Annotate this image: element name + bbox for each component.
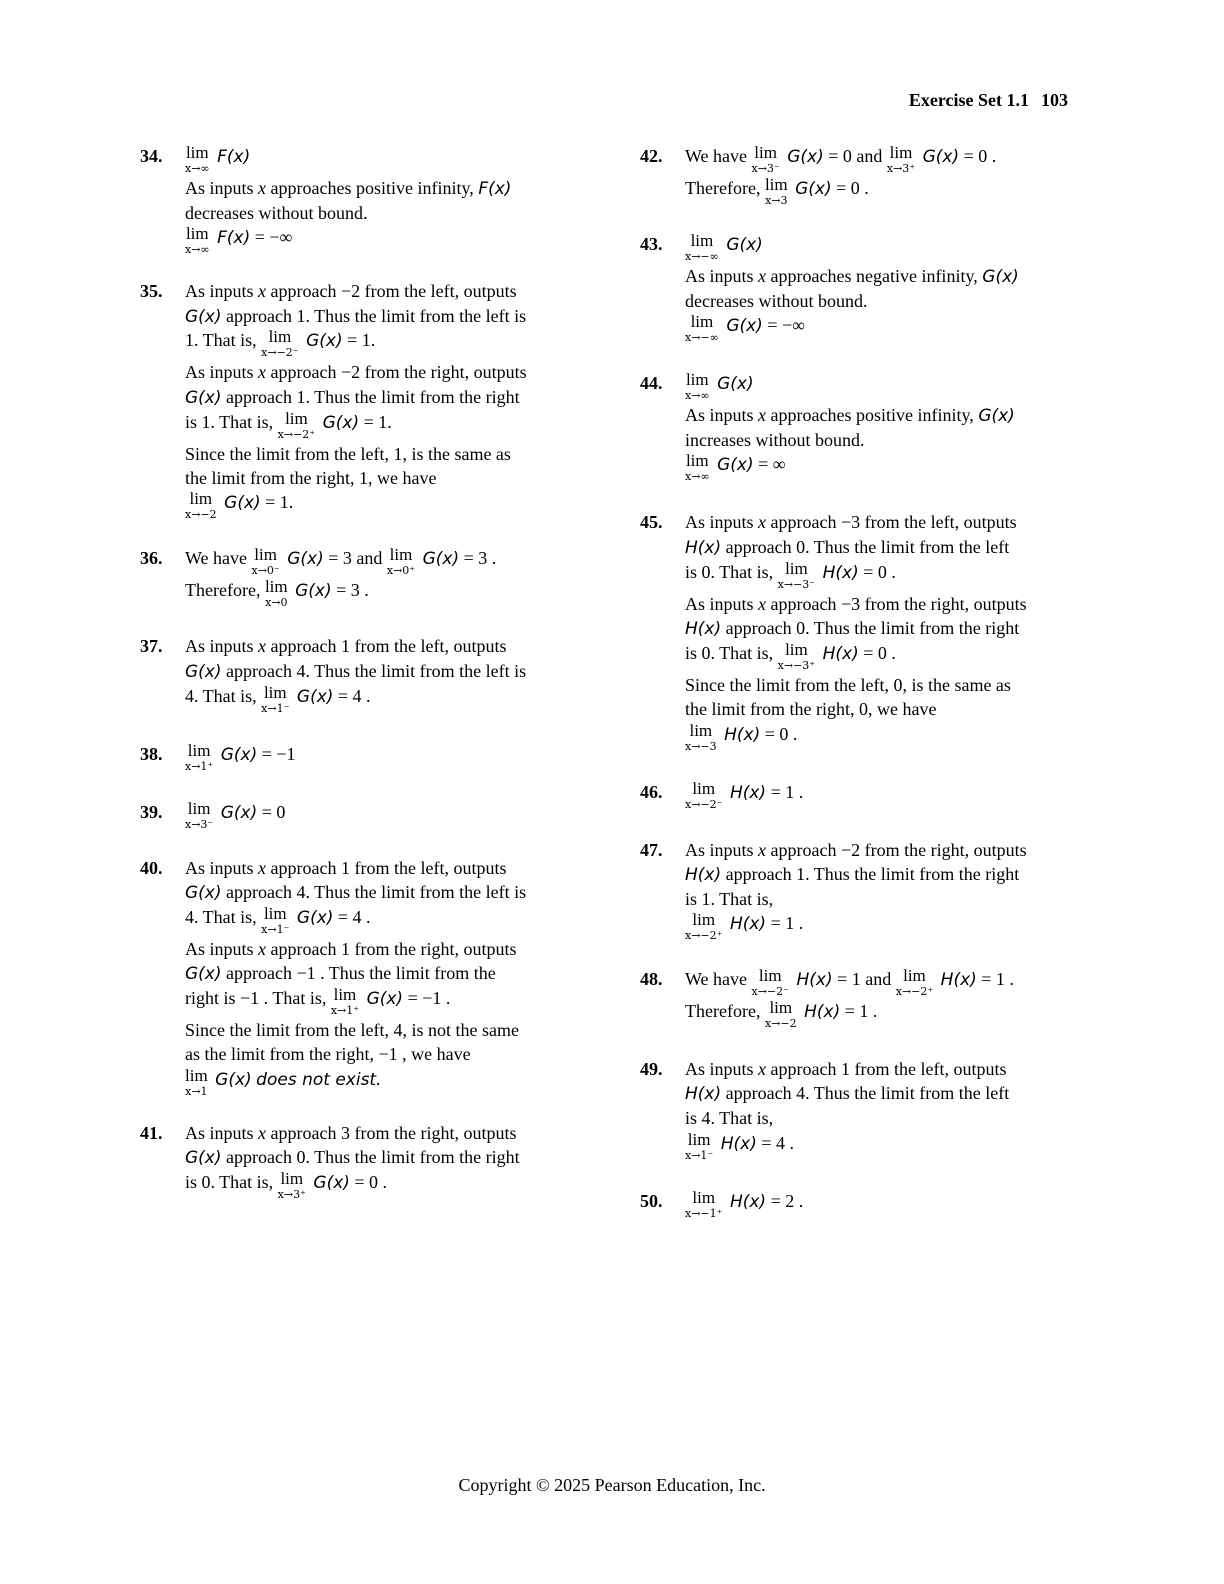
- solution-line: G(x) approach 4. Thus the limit from the left is: [185, 660, 527, 682]
- function-expression: G(x): [795, 179, 832, 199]
- exercise-37: [140, 634, 580, 715]
- solution-line: is 0. That is, lim x→3⁺ G(x) = 0 .: [185, 1168, 388, 1201]
- function-expression: G(x): [185, 387, 222, 408]
- solution-line: H(x) approach 0. Thus the limit from the left: [685, 536, 1010, 558]
- function-expression: G(x): [215, 1069, 252, 1090]
- solution-line: As inputs x approach −3 from the right, outputs: [685, 593, 1027, 614]
- solution-line: As inputs x approach 1 from the left, outputs: [185, 857, 507, 878]
- function-expression: G(x): [296, 907, 334, 928]
- solution-line: lim x→1⁺ G(x) = −1: [185, 740, 296, 773]
- solution-line: lim x→−2⁺ H(x) = 1 .: [685, 910, 804, 943]
- limit-operator: lim x→−3⁺: [777, 639, 816, 672]
- limit-operator: lim x→−1⁺: [685, 1187, 723, 1220]
- solution-line: As inputs x approaches positive infinity, G(x): [685, 405, 1015, 427]
- solution-line: lim x→∞ G(x) = ∞: [685, 451, 786, 484]
- running-head: [909, 90, 1068, 111]
- solution-line: 4. That is, lim x→1⁻ G(x) = 4 .: [185, 682, 371, 715]
- solution-line: H(x) approach 4. Thus the limit from the left: [685, 1083, 1010, 1105]
- limit-operator: lim x→∞: [185, 224, 210, 257]
- solution-line: Therefore, lim x→−2 H(x) = 1 .: [685, 998, 878, 1031]
- exercise-46: [640, 780, 1080, 812]
- exercise-number: 40.: [140, 857, 163, 878]
- exercise-44: [640, 371, 1080, 484]
- solution-line: is 4. That is,: [685, 1108, 774, 1129]
- exercise-number: 49.: [640, 1059, 663, 1080]
- solution-line: lim x→∞ F(x) = −∞: [185, 224, 293, 257]
- solution-line: is 0. That is, lim x→−3⁺ H(x) = 0 .: [685, 639, 896, 672]
- limit-operator: lim x→−2⁻: [685, 778, 723, 811]
- solution-line: [685, 371, 1080, 403]
- exercise-number: 41.: [140, 1122, 163, 1143]
- limit-operator: lim x→−3⁻: [777, 558, 816, 591]
- exercise-47: [640, 838, 1080, 944]
- copyright-footer: Copyright © 2025 Pearson Education, Inc.: [458, 1475, 766, 1495]
- solution-line: G(x) approach 4. Thus the limit from the left is: [185, 881, 527, 903]
- function-expression: G(x): [717, 374, 754, 395]
- limit-operator: lim x→∞: [685, 451, 710, 484]
- exercise-number: 37.: [140, 636, 163, 657]
- exercise-number: 36.: [140, 548, 163, 569]
- solution-line: We have lim x→3⁻ G(x) = 0 and lim x→3⁺ G(x) = 0 .: [685, 143, 997, 175]
- solution-line: is 1. That is, lim x→−2⁺ G(x) = 1.: [185, 408, 392, 441]
- limit-operator: lim x→−2⁺: [277, 408, 316, 441]
- solution-line: lim x→−1⁺ H(x) = 2 .: [685, 1187, 804, 1220]
- solution-line: [185, 144, 580, 176]
- page-number: 103: [1041, 90, 1068, 110]
- solution-line: Therefore, lim x→3 G(x) = 0 .: [685, 175, 869, 207]
- function-expression: G(x): [185, 964, 222, 985]
- limit-operator: lim x→3: [764, 175, 788, 207]
- function-expression: H(x): [822, 562, 859, 583]
- function-expression: G(x): [922, 147, 960, 167]
- limit-operator: lim x→−2: [185, 489, 217, 522]
- limit-operator: lim x→−2: [764, 998, 797, 1031]
- exercise-38: [140, 742, 580, 774]
- solution-line: We have lim x→−2⁻ H(x) = 1 and lim x→−2⁺ H(x) = 1 .: [685, 966, 1014, 999]
- variable-x: x: [758, 512, 767, 533]
- limit-operator: lim x→3⁺: [886, 143, 916, 175]
- function-expression: H(x): [685, 864, 722, 885]
- solution-line: 1. That is, lim x→−2⁻ G(x) = 1.: [185, 327, 376, 360]
- exercise-number: 38.: [140, 743, 163, 764]
- solution-line: is 0. That is, lim x→−3⁻ H(x) = 0 .: [685, 558, 896, 591]
- function-expression: F(x): [478, 179, 512, 199]
- function-expression: G(x): [185, 661, 222, 682]
- variable-x: x: [258, 362, 267, 383]
- limit-operator: lim x→3⁺: [277, 1168, 306, 1201]
- function-expression: G(x): [220, 802, 258, 823]
- function-expression: H(x): [796, 970, 833, 991]
- function-expression: G(x): [220, 744, 258, 765]
- solution-line: As inputs x approach 3 from the right, outputs: [185, 1122, 517, 1143]
- function-expression: G(x): [717, 455, 754, 476]
- function-expression: H(x): [940, 970, 977, 991]
- function-expression: G(x): [185, 306, 222, 327]
- function-expression: G(x): [366, 989, 404, 1009]
- limit-operator: lim x→1⁻: [261, 903, 290, 936]
- solution-line: As inputs x approach 1 from the left, outputs: [185, 636, 507, 657]
- function-expression: G(x): [422, 549, 460, 570]
- limit-operator: lim x→1⁺: [185, 740, 214, 773]
- solution-line: H(x) approach 1. Thus the limit from the right: [685, 863, 1020, 885]
- variable-x: x: [258, 636, 267, 657]
- solution-line: G(x) approach −1 . Thus the limit from the: [185, 963, 496, 985]
- function-expression: G(x): [978, 406, 1015, 427]
- solution-line: As inputs x approach −2 from the left, outputs: [185, 281, 517, 302]
- solution-line: right is −1 . That is, lim x→1⁺ G(x) = −1 .: [185, 985, 451, 1017]
- solution-line: Since the limit from the left, 1, is the same as: [185, 443, 511, 464]
- solution-line: lim x→−2 G(x) = 1.: [185, 489, 294, 522]
- function-expression: H(x): [685, 619, 722, 639]
- exercise-41: [140, 1121, 580, 1202]
- limit-operator: lim x→−2⁺: [895, 966, 934, 999]
- function-expression: H(x): [685, 1084, 722, 1105]
- exercise-48: [640, 967, 1080, 1031]
- limit-operator: lim x→−3: [685, 720, 717, 753]
- solution-line: As inputs x approach −3 from the left, outputs: [685, 512, 1017, 533]
- solution-line: As inputs x approaches positive infinity, F(x): [185, 178, 512, 199]
- exercise-49: [640, 1057, 1080, 1163]
- function-expression: G(x): [295, 581, 332, 602]
- limit-operator: lim x→3⁻: [751, 143, 780, 175]
- variable-x: x: [758, 839, 767, 860]
- exercise-45: [640, 510, 1080, 753]
- variable-x: x: [258, 1122, 267, 1143]
- solution-line: G(x) approach 1. Thus the limit from the right: [185, 386, 520, 408]
- limit-operator: lim x→3⁻: [185, 798, 214, 831]
- limit-operator: lim x→−2⁻: [261, 327, 299, 360]
- function-expression: F(x): [217, 147, 251, 167]
- variable-x: x: [258, 281, 267, 302]
- section-title: Exercise Set 1.1: [908, 90, 1029, 110]
- solution-line: as the limit from the right, −1 , we have: [185, 1044, 471, 1065]
- exercise-50: [640, 1189, 1080, 1221]
- exercise-number: 48.: [640, 969, 663, 990]
- function-expression: H(x): [729, 1191, 767, 1212]
- solution-line: the limit from the right, 0, we have: [685, 699, 937, 720]
- solution-line: H(x) approach 0. Thus the limit from the right: [685, 618, 1020, 639]
- function-expression: G(x): [726, 316, 763, 337]
- solution-line: 4. That is, lim x→1⁻ G(x) = 4 .: [185, 903, 371, 936]
- variable-x: x: [258, 178, 267, 198]
- solution-line: As inputs x approach 1 from the left, outputs: [685, 1059, 1007, 1080]
- limit-operator: lim x→∞: [185, 143, 210, 175]
- right-column: [640, 144, 1080, 1221]
- limit-operator: lim x→1⁻: [261, 682, 290, 715]
- exercise-42: [640, 144, 1080, 208]
- variable-x: x: [258, 938, 267, 959]
- function-expression: G(x): [224, 493, 261, 514]
- solution-line: G(x) approach 0. Thus the limit from the right: [185, 1146, 520, 1168]
- exercise-number: 39.: [140, 801, 163, 822]
- limit-operator: lim x→−∞: [685, 312, 719, 345]
- variable-x: x: [758, 405, 767, 426]
- function-expression: H(x): [720, 1133, 757, 1154]
- exercise-36: [140, 546, 580, 610]
- exercise-39: [140, 800, 580, 832]
- solution-line: lim x→−∞ G(x) = −∞: [685, 312, 805, 345]
- limit-operator: lim x→−2⁺: [685, 910, 723, 943]
- exercise-number: 34.: [140, 146, 163, 166]
- solution-line: lim x→−2⁻ H(x) = 1 .: [685, 778, 804, 811]
- solution-line: As inputs x approach 1 from the right, outputs: [185, 938, 517, 959]
- italic-phrase: does not exist.: [256, 1069, 382, 1090]
- solution-line: As inputs x approach −2 from the right, outputs: [185, 362, 527, 383]
- function-expression: H(x): [724, 724, 761, 745]
- exercise-number: 35.: [140, 281, 163, 302]
- function-expression: G(x): [322, 412, 360, 433]
- variable-x: x: [758, 593, 767, 614]
- solution-line: Therefore, lim x→0 G(x) = 3 .: [185, 577, 369, 610]
- solution-line: G(x) approach 1. Thus the limit from the left is: [185, 305, 527, 327]
- solution-line: decreases without bound.: [685, 290, 868, 311]
- function-expression: G(x): [306, 331, 343, 352]
- solution-line: Since the limit from the left, 0, is the same as: [685, 674, 1011, 695]
- limit-operator: lim x→1⁺: [330, 985, 360, 1017]
- exercise-number: 44.: [640, 373, 663, 394]
- function-expression: G(x): [185, 1147, 222, 1168]
- limit-operator: lim x→0: [264, 577, 288, 610]
- solution-line: lim x→−3 H(x) = 0 .: [685, 720, 798, 753]
- function-expression: G(x): [185, 882, 222, 903]
- function-expression: G(x): [287, 549, 324, 570]
- limit-operator: lim x→−2⁻: [751, 966, 789, 999]
- solution-line: decreases without bound.: [185, 202, 368, 223]
- function-expression: G(x): [296, 686, 334, 707]
- function-expression: H(x): [822, 643, 859, 664]
- exercise-43: [640, 232, 1080, 345]
- limit-operator: lim x→1⁻: [685, 1129, 714, 1162]
- solution-line: lim x→1⁻ H(x) = 4 .: [685, 1129, 794, 1162]
- solution-line: [685, 232, 1080, 264]
- exercise-number: 47.: [640, 839, 663, 860]
- exercise-34: [140, 144, 580, 257]
- limit-operator: lim x→−∞: [685, 231, 719, 263]
- solution-line: is 1. That is,: [685, 888, 774, 909]
- solution-line: We have lim x→0⁻ G(x) = 3 and lim x→0⁺ G(x) = 3 .: [185, 545, 497, 578]
- solution-line: [185, 1067, 580, 1099]
- function-expression: H(x): [729, 914, 767, 935]
- left-column: [140, 144, 580, 1202]
- exercise-number: 45.: [640, 512, 663, 533]
- function-expression: F(x): [217, 228, 251, 249]
- function-expression: H(x): [729, 782, 767, 803]
- function-expression: G(x): [787, 147, 824, 167]
- solution-line: increases without bound.: [685, 430, 865, 451]
- exercise-40: [140, 856, 580, 1099]
- function-expression: G(x): [982, 267, 1019, 287]
- limit-operator: lim x→0⁻: [251, 545, 280, 578]
- function-expression: G(x): [313, 1172, 350, 1193]
- exercise-number: 42.: [640, 146, 663, 166]
- function-expression: H(x): [685, 537, 722, 558]
- exercise-number: 43.: [640, 234, 663, 254]
- solution-line: lim x→3⁻ G(x) = 0: [185, 798, 286, 831]
- solution-line: Since the limit from the left, 4, is not the same: [185, 1020, 519, 1040]
- variable-x: x: [758, 266, 767, 286]
- function-expression: H(x): [804, 1002, 841, 1023]
- exercise-number: 50.: [640, 1190, 663, 1211]
- limit-operator: lim x→∞: [685, 370, 710, 403]
- limit-operator: lim x→0⁺: [386, 545, 416, 578]
- variable-x: x: [758, 1059, 767, 1080]
- variable-x: x: [258, 857, 267, 878]
- exercise-number: 46.: [640, 781, 663, 802]
- limit-operator: lim x→1: [185, 1065, 208, 1098]
- solution-line: the limit from the right, 1, we have: [185, 468, 437, 488]
- function-expression: G(x): [726, 235, 763, 255]
- exercise-35: [140, 279, 580, 522]
- solution-line: As inputs x approach −2 from the right, outputs: [685, 839, 1027, 860]
- solution-line: As inputs x approaches negative infinity, G(x): [685, 266, 1019, 287]
